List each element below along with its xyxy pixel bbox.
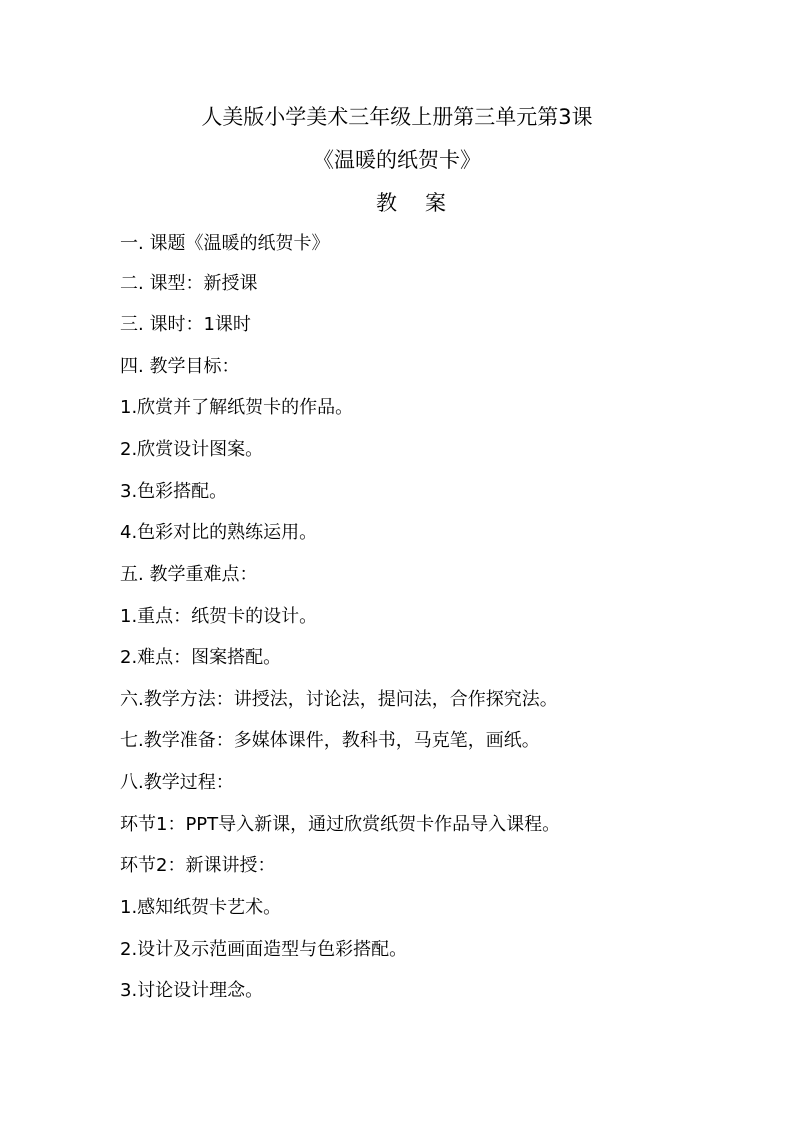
section-7-teaching-preparation: 七.教学准备：多媒体课件，教科书，马克笔，画纸。 xyxy=(120,730,540,751)
document-title-line-3: 教案 xyxy=(376,191,474,215)
section-6-teaching-methods: 六.教学方法：讲授法，讨论法，提问法，合作探究法。 xyxy=(120,689,558,710)
document-title-line-2: 《温暖的纸贺卡》 xyxy=(313,148,481,172)
process-item-3: 3.讨论设计理念。 xyxy=(120,980,264,1001)
objective-item-2: 2.欣赏设计图案。 xyxy=(120,439,264,460)
document-title-line-1: 人美版小学美术三年级上册第三单元第3课 xyxy=(201,105,593,129)
section-2-lesson-type: 二. 课型：新授课 xyxy=(120,273,258,294)
process-step-1: 环节1：PPT导入新课，通过欣赏纸贺卡作品导入课程。 xyxy=(120,814,561,835)
section-8-teaching-process-heading: 八.教学过程： xyxy=(120,772,234,793)
section-3-lesson-hours: 三. 课时：1课时 xyxy=(120,314,251,335)
key-point-item-2: 2.难点：图案搭配。 xyxy=(120,647,282,668)
section-5-key-points-heading: 五. 教学重难点： xyxy=(120,564,258,585)
section-4-objectives-heading: 四. 教学目标： xyxy=(120,356,240,377)
objective-item-3: 3.色彩搭配。 xyxy=(120,481,228,502)
objective-item-4: 4.色彩对比的熟练运用。 xyxy=(120,522,318,543)
objective-item-1: 1.欣赏并了解纸贺卡的作品。 xyxy=(120,397,354,418)
process-step-2: 环节2：新课讲授： xyxy=(120,855,276,876)
process-item-1: 1.感知纸贺卡艺术。 xyxy=(120,897,282,918)
process-item-2: 2.设计及示范画面造型与色彩搭配。 xyxy=(120,939,408,960)
section-1-topic: 一. 课题《温暖的纸贺卡》 xyxy=(120,233,330,254)
key-point-item-1: 1.重点：纸贺卡的设计。 xyxy=(120,606,318,627)
